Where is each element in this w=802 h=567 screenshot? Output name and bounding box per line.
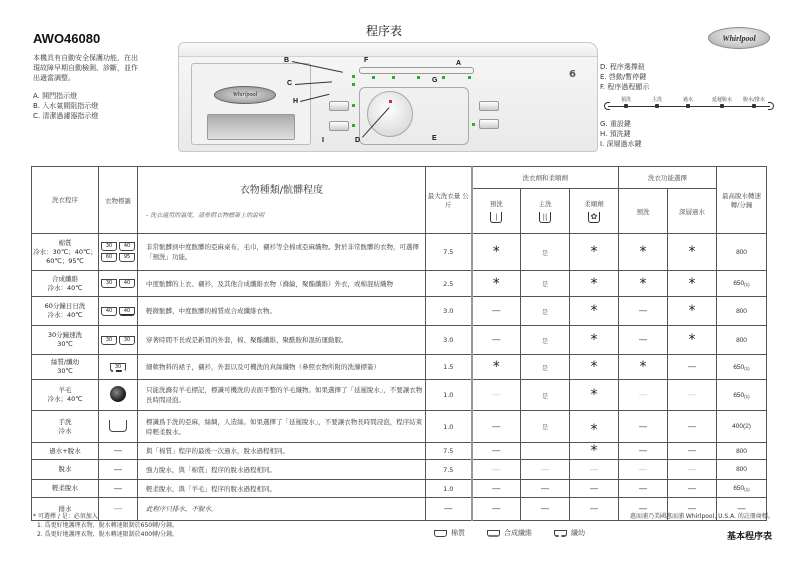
led-icon	[352, 83, 355, 86]
program-name: 合成纖維 冷水：40℃	[32, 271, 99, 297]
machine-top-strip	[179, 43, 597, 57]
symbol-legend	[434, 528, 585, 538]
callout-g: G	[432, 77, 438, 84]
fabric-description: 與「棉質」程序的最後一次過水，脫水過程相同。	[138, 443, 426, 460]
prewash-option: —	[619, 380, 668, 411]
table-row	[32, 297, 767, 326]
header-mainwash: 主洗 ||	[521, 189, 570, 234]
drawer-handle	[207, 114, 295, 140]
header-prewash: 預洗 |	[472, 189, 521, 234]
legend-item-d: D. 程序選擇鈕	[600, 63, 645, 71]
header-deep-rinse: 深層過水	[668, 189, 717, 234]
legend-item-h: H. 預洗鍵	[600, 130, 631, 138]
care-symbols: —	[99, 460, 138, 480]
table-row	[32, 480, 767, 498]
cotton-tub-icon	[434, 530, 447, 537]
max-spin-speed: 800	[717, 326, 767, 355]
led-icon	[352, 75, 355, 78]
reset-button	[479, 101, 499, 111]
max-spin-speed: 800	[717, 460, 767, 480]
softener: *	[570, 443, 619, 460]
max-spin-speed: —	[717, 498, 767, 521]
footnote: * 可選擇 / 是：必須加入	[33, 513, 98, 520]
table-row	[32, 326, 767, 355]
callout-e: E	[432, 135, 437, 142]
program-name: 脫水	[32, 460, 99, 480]
care-symbols	[99, 380, 138, 411]
program-name: 過水+脫水	[32, 443, 99, 460]
mainwash-detergent	[521, 443, 570, 460]
delicate-tub-icon	[554, 530, 567, 537]
max-load: 7.5	[426, 460, 472, 480]
step-dot-icon	[655, 104, 659, 108]
mainwash-detergent: 是	[521, 355, 570, 380]
prewash-detergent: —	[472, 411, 521, 443]
footnote: 1. 爲更好地護理衣物，脫水轉速限制於650轉/分鐘。	[37, 522, 179, 529]
max-load: 2.5	[426, 271, 472, 297]
wash-temp-icon: 40	[119, 279, 135, 288]
hand-wash-icon	[109, 420, 127, 432]
brand-logo: Whirlpool	[708, 27, 770, 49]
max-load: 3.0	[426, 326, 472, 355]
softener: *	[570, 380, 619, 411]
softener: *	[570, 326, 619, 355]
table-row	[32, 443, 767, 460]
program-name: 手洗 冷水	[32, 411, 99, 443]
mainwash-detergent: 是	[521, 297, 570, 326]
wash-temp-icon: 30	[101, 336, 117, 345]
page-title: 程序表	[366, 24, 403, 38]
footer-title: 基本程序表	[727, 532, 773, 542]
header-fabric-note: - 洗衣適用的溫度，請參照衣物標簽上的說明	[146, 212, 265, 219]
fabric-description: 細軟物料的裙子，襯衫，外套以及可機洗的真絲織物（參照衣物所附的洗滌標簽）	[138, 355, 426, 380]
fabric-description: 輕柔脫水，與「羊毛」程序的脫水過程相同。	[138, 480, 426, 498]
max-spin-speed: 800	[717, 297, 767, 326]
program-name: 輕柔脫水	[32, 480, 99, 498]
callout-a: A	[456, 60, 462, 67]
max-spin-speed: 650$^{(1)}$	[717, 480, 767, 498]
fabric-description: 輕微骯髒、中度骯髒的棉質或合成纖維衣物。	[138, 297, 426, 326]
care-symbols	[99, 326, 138, 355]
header-max-speed: 最高脫水轉速 轉/分鐘	[717, 167, 767, 234]
header-program: 洗衣程序	[32, 167, 99, 234]
progress-display-frame	[359, 67, 474, 74]
compartment-1-icon: |	[490, 212, 502, 223]
deep-rinse-option: —	[668, 355, 717, 380]
led-icon	[372, 76, 375, 79]
intro-text: 本機具有自動安全保護功能，在出現故障早期自動檢測、診斷，並作出適當調整。	[33, 54, 138, 82]
max-spin-speed: 650$^{(1)}$	[717, 380, 767, 411]
table-row	[32, 380, 767, 411]
delicate-wash-icon: 30	[110, 363, 126, 372]
softener: —	[570, 480, 619, 498]
legend-left	[33, 91, 98, 121]
wash-temp-icon: 40	[119, 307, 135, 316]
softener: *	[570, 411, 619, 443]
softener: *	[570, 355, 619, 380]
prewash-button	[329, 101, 349, 111]
max-spin-speed: 650$^{(1)}$	[717, 271, 767, 297]
care-symbols: —	[99, 498, 138, 521]
max-load: 7.5	[426, 234, 472, 271]
max-spin-speed: 800	[717, 443, 767, 460]
machine-illustration	[178, 42, 598, 152]
softener: *	[570, 297, 619, 326]
max-spin-speed: 400(2)	[717, 411, 767, 443]
table-row	[32, 411, 767, 443]
header-detergent-group: 洗衣劑和柔順劑	[472, 167, 619, 189]
fabric-description: 標識爲手洗的亞麻，絲綢，人造絲。如果選擇了「延遲脫水」，不要讓衣物長時間浸泡，程序結束時輕柔脫水。	[138, 411, 426, 443]
start-pause-button	[479, 119, 499, 129]
step-dot-icon	[624, 104, 628, 108]
prewash-detergent: —	[472, 443, 521, 460]
led-icon	[468, 76, 471, 79]
led-icon	[352, 104, 355, 107]
prewash-detergent: *	[472, 355, 521, 380]
header-function-group: 洗衣功能選擇	[619, 167, 717, 189]
step-dot-icon	[752, 104, 756, 108]
deep-rinse-button	[329, 121, 349, 131]
prewash-option: —	[619, 460, 668, 480]
step-dot-icon	[720, 104, 724, 108]
max-load: —	[426, 498, 472, 521]
prewash-option: —	[619, 443, 668, 460]
led-icon	[472, 123, 475, 126]
wash-temp-icon: 40	[101, 307, 117, 316]
wash-temp-icon: 30	[101, 279, 117, 288]
program-table	[31, 166, 767, 521]
header-fabric	[138, 167, 426, 234]
deep-rinse-option: *	[668, 297, 717, 326]
deep-rinse-option: —	[668, 443, 717, 460]
mainwash-detergent: 是	[521, 234, 570, 271]
deep-rinse-option: —	[668, 460, 717, 480]
max-spin-speed: 800	[717, 234, 767, 271]
legend-item-b: B. 入水氣閥阻指示燈	[33, 102, 99, 110]
prewash-detergent: —	[472, 297, 521, 326]
table-row	[32, 355, 767, 380]
deep-rinse-option: —	[668, 498, 717, 521]
compartment-2-icon: ||	[539, 212, 551, 223]
wash-temp-icon: 60	[101, 253, 117, 262]
callout-f: F	[364, 57, 369, 64]
step-label: 過水	[682, 97, 694, 103]
care-symbols	[99, 297, 138, 326]
header-softener: 柔順劑 ✿	[570, 189, 619, 234]
bracket-right-icon	[768, 102, 774, 110]
capacity-badge: 6	[569, 69, 576, 80]
footnote: 2. 爲更好地護理衣物，脫水轉速限制於400轉/分鐘。	[37, 531, 179, 538]
max-load: 1.0	[426, 411, 472, 443]
program-name: 絲質/纖幼 30℃	[32, 355, 99, 380]
step-label: 脫水/排水	[743, 97, 765, 103]
care-symbols	[99, 271, 138, 297]
step-label: 預洗	[620, 97, 632, 103]
mainwash-detergent: —	[521, 480, 570, 498]
legend-item-e: E. 啓動/暫停鍵	[600, 73, 647, 81]
model-number: AWO46080	[33, 31, 101, 46]
symbol-legend-synthetic: 合成纖維	[487, 528, 532, 538]
prewash-detergent: —	[472, 380, 521, 411]
step-label: 延遲脫水	[711, 97, 733, 103]
prewash-detergent: —	[472, 460, 521, 480]
fabric-description: 穿著時間不長或是新買的外套，棉、聚酯纖維、聚酰胺和混紡運動服。	[138, 326, 426, 355]
led-icon	[352, 124, 355, 127]
softener: —	[570, 460, 619, 480]
legend-item-a: A. 開門指示燈	[33, 92, 78, 100]
callout-i: I	[322, 137, 324, 144]
deep-rinse-option: *	[668, 234, 717, 271]
callout-c: C	[287, 80, 293, 87]
program-name: 排水	[32, 498, 99, 521]
symbol-legend-delicate: 纖幼	[554, 528, 585, 538]
program-name: 棉質 冷水：30℃；40℃；60℃；95℃	[32, 234, 99, 271]
prewash-detergent: —	[472, 480, 521, 498]
wool-mark-icon	[110, 386, 126, 402]
callout-b: B	[284, 57, 290, 64]
fabric-description: 非常骯髒到中度骯髒的亞麻桌布，毛巾，襯衫等全棉或亞麻織物。對於非常骯髒的衣物，可選擇「預洗」功能。	[138, 234, 426, 271]
header-fabric-title: 衣物種類/骯髒程度	[239, 185, 324, 196]
program-ring	[359, 87, 469, 145]
footnotes	[33, 512, 178, 539]
led-icon	[392, 76, 395, 79]
wash-temp-icon: 30	[119, 336, 135, 345]
softener: *	[570, 271, 619, 297]
legend-right-top	[600, 62, 649, 92]
wash-temp-icon: 95	[119, 253, 135, 262]
max-load: 7.5	[426, 443, 472, 460]
program-name: 30分鐘速洗 30℃	[32, 326, 99, 355]
care-symbols	[99, 411, 138, 443]
machine-logo: Whirlpool	[214, 86, 276, 104]
prewash-detergent: —	[472, 498, 521, 521]
legend-item-g: G. 重設鍵	[600, 120, 631, 128]
program-name: 羊毛 冷水；40℃	[32, 380, 99, 411]
mainwash-detergent: 是	[521, 380, 570, 411]
mainwash-detergent: 是	[521, 411, 570, 443]
mainwash-detergent: 是	[521, 271, 570, 297]
table-row	[32, 234, 767, 271]
legend-right-bottom	[600, 119, 642, 149]
led-icon	[442, 76, 445, 79]
prewash-option: —	[619, 326, 668, 355]
table-row	[32, 271, 767, 297]
prewash-option: *	[619, 234, 668, 271]
mainwash-detergent: 是	[521, 326, 570, 355]
legend-item-i: I. 深層過水鍵	[600, 140, 642, 148]
callout-d: D	[355, 137, 361, 144]
legend-item-c: C. 清潔過濾器指示燈	[33, 112, 99, 120]
fabric-description: 只能洗滌有羊毛標記，標識可機洗的表面平整的羊毛織物。如果選擇了「延遲脫水」，不要讓衣物長時間浸泡。	[138, 380, 426, 411]
prewash-option: —	[619, 411, 668, 443]
max-load: 1.0	[426, 480, 472, 498]
mainwash-detergent: —	[521, 498, 570, 521]
prewash-detergent: —	[472, 326, 521, 355]
prewash-option: —	[619, 498, 668, 521]
softener: —	[570, 498, 619, 521]
prewash-option: —	[619, 297, 668, 326]
led-icon	[417, 76, 420, 79]
max-load: 1.0	[426, 380, 472, 411]
softener: *	[570, 234, 619, 271]
care-symbols: —	[99, 480, 138, 498]
max-load: 3.0	[426, 297, 472, 326]
prewash-detergent: *	[472, 271, 521, 297]
synthetic-tub-icon	[487, 530, 500, 537]
care-symbols	[99, 234, 138, 271]
prewash-option: *	[619, 271, 668, 297]
fabric-description: 強力脫水，與「棉質」程序的脫水過程相同。	[138, 460, 426, 480]
fabric-description: 中度骯髒的上衣、襯衫，及其他合成纖維衣物（滌綸，聚酯纖維）外衣，或棉混紡織物	[138, 271, 426, 297]
header-label: 衣物標籤	[99, 167, 138, 234]
prewash-option: *	[619, 355, 668, 380]
deep-rinse-option: —	[668, 411, 717, 443]
care-symbols: —	[99, 443, 138, 460]
deep-rinse-option: *	[668, 326, 717, 355]
prewash-detergent: *	[472, 234, 521, 271]
header-max-load: 最大洗衣量 公斤	[426, 167, 472, 234]
step-label: 主洗	[651, 97, 663, 103]
wash-temp-icon: 30	[101, 242, 117, 251]
program-name: 60分鐘日日洗 冷水：40℃	[32, 297, 99, 326]
fabric-description: 此程序只排水，不脫水。	[138, 498, 426, 521]
symbol-legend-cotton: 棉質	[434, 528, 465, 538]
header-prewash-option: 預洗	[619, 189, 668, 234]
callout-h: H	[293, 98, 299, 105]
trademark-note: 惠而浦乃美國惠而浦 Whirlpool, U.S.A. 的註冊商標。	[630, 513, 774, 520]
max-load: 1.5	[426, 355, 472, 380]
mainwash-detergent: —	[521, 460, 570, 480]
softener-flower-icon: ✿	[588, 212, 600, 223]
deep-rinse-option: *	[668, 271, 717, 297]
max-spin-speed: 650$^{(1)}$	[717, 355, 767, 380]
progress-diagram	[604, 96, 774, 114]
care-symbols	[99, 355, 138, 380]
prewash-option: —	[619, 480, 668, 498]
legend-item-f: F. 程序過程顯示	[600, 83, 650, 91]
step-dot-icon	[686, 104, 690, 108]
wash-temp-icon: 40	[119, 242, 135, 251]
table-row	[32, 460, 767, 480]
deep-rinse-option: —	[668, 480, 717, 498]
deep-rinse-option: —	[668, 380, 717, 411]
